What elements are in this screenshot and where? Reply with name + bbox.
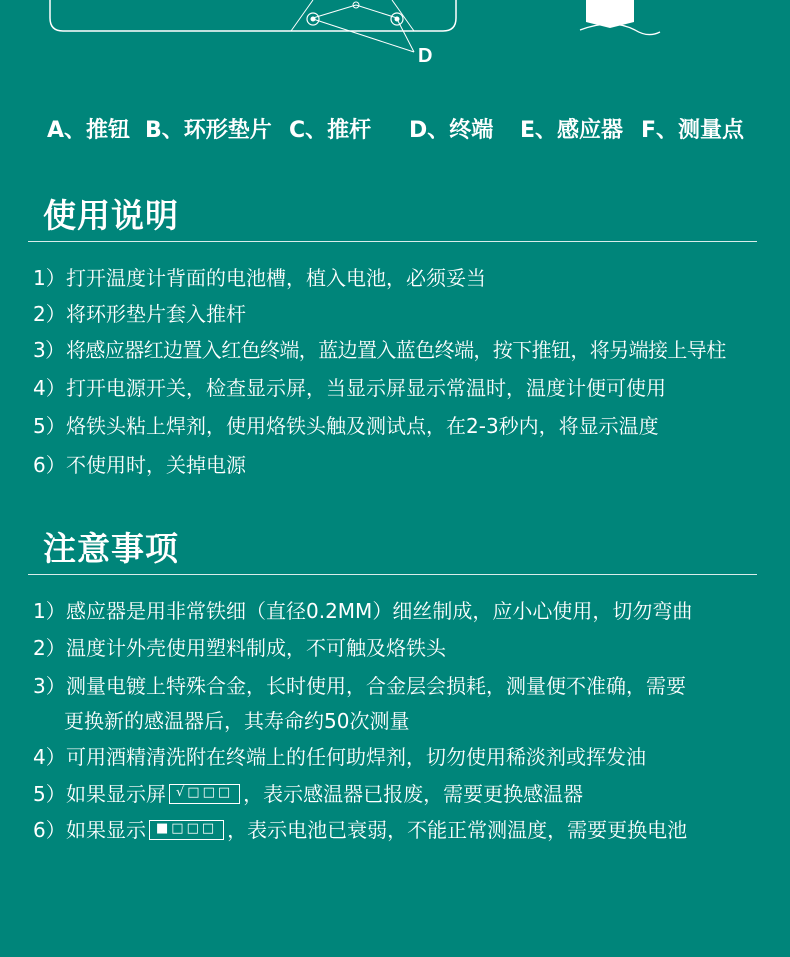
instruction-item: 5）烙铁头粘上焊剂，使用烙铁头触及测试点，在2-3秒内，将显示温度 [33,414,659,438]
parts-legend [0,113,790,147]
d-pointer-line [313,19,414,52]
instruction-item: 6）不使用时，关掉电源 [33,453,246,477]
pointer-lines [291,0,313,31]
note-item: 3）测量电镀上特殊合金，长时使用，合金层会损耗，测量便不准确，需要 [33,674,686,698]
device-diagram [0,0,790,75]
diagram-label-d: D [418,45,433,67]
note-item: 6）如果显示 ■□□□ ，表示电池已衰弱，不能正常测温度，需要更换电池 [33,818,688,842]
instructions-title: 使用说明 [43,196,179,235]
instruction-item: 4）打开电源开关，检查显示屏，当显示屏显示常温时，温度计便可使用 [33,376,666,400]
notes-title: 注意事项 [43,529,179,568]
note-item: 1）感应器是用非常铁细（直径0.2MM）细丝制成，应小心使用，切勿弯曲 [33,599,693,623]
note-item-continuation: 更换新的感温器后，其寿命约50次测量 [64,709,410,733]
lcd-display-icon: √□□□ [169,784,240,804]
legend-item: B、环形垫片 [145,118,272,143]
divider [28,241,757,242]
legend-item: A、推钮 [47,118,131,143]
divider [28,574,757,575]
instruction-item: 2）将环形垫片套入推杆 [33,302,246,326]
legend-item: F、测量点 [641,118,745,143]
instruction-item: 1）打开温度计背面的电池槽，植入电池，必须妥当 [33,266,486,290]
note-item: 5）如果显示屏 √□□□ ，表示感温器已报废，需要更换感温器 [33,782,584,806]
legend-item: C、推杆 [289,118,372,143]
note-item: 2）温度计外壳使用塑料制成，不可触及烙铁头 [33,636,446,660]
instruction-item: 3）将感应器红边置入红色终端，蓝边置入蓝色终端，按下推钮，将另端接上导柱 [33,338,726,362]
legend-item: D、终端 [409,118,494,143]
legend-item: E、感应器 [520,118,624,143]
lcd-display-icon: ■□□□ [149,820,224,840]
note-item: 4）可用酒精清洗附在终端上的任何助焊剂，切勿使用稀淡剂或挥发油 [33,745,646,769]
